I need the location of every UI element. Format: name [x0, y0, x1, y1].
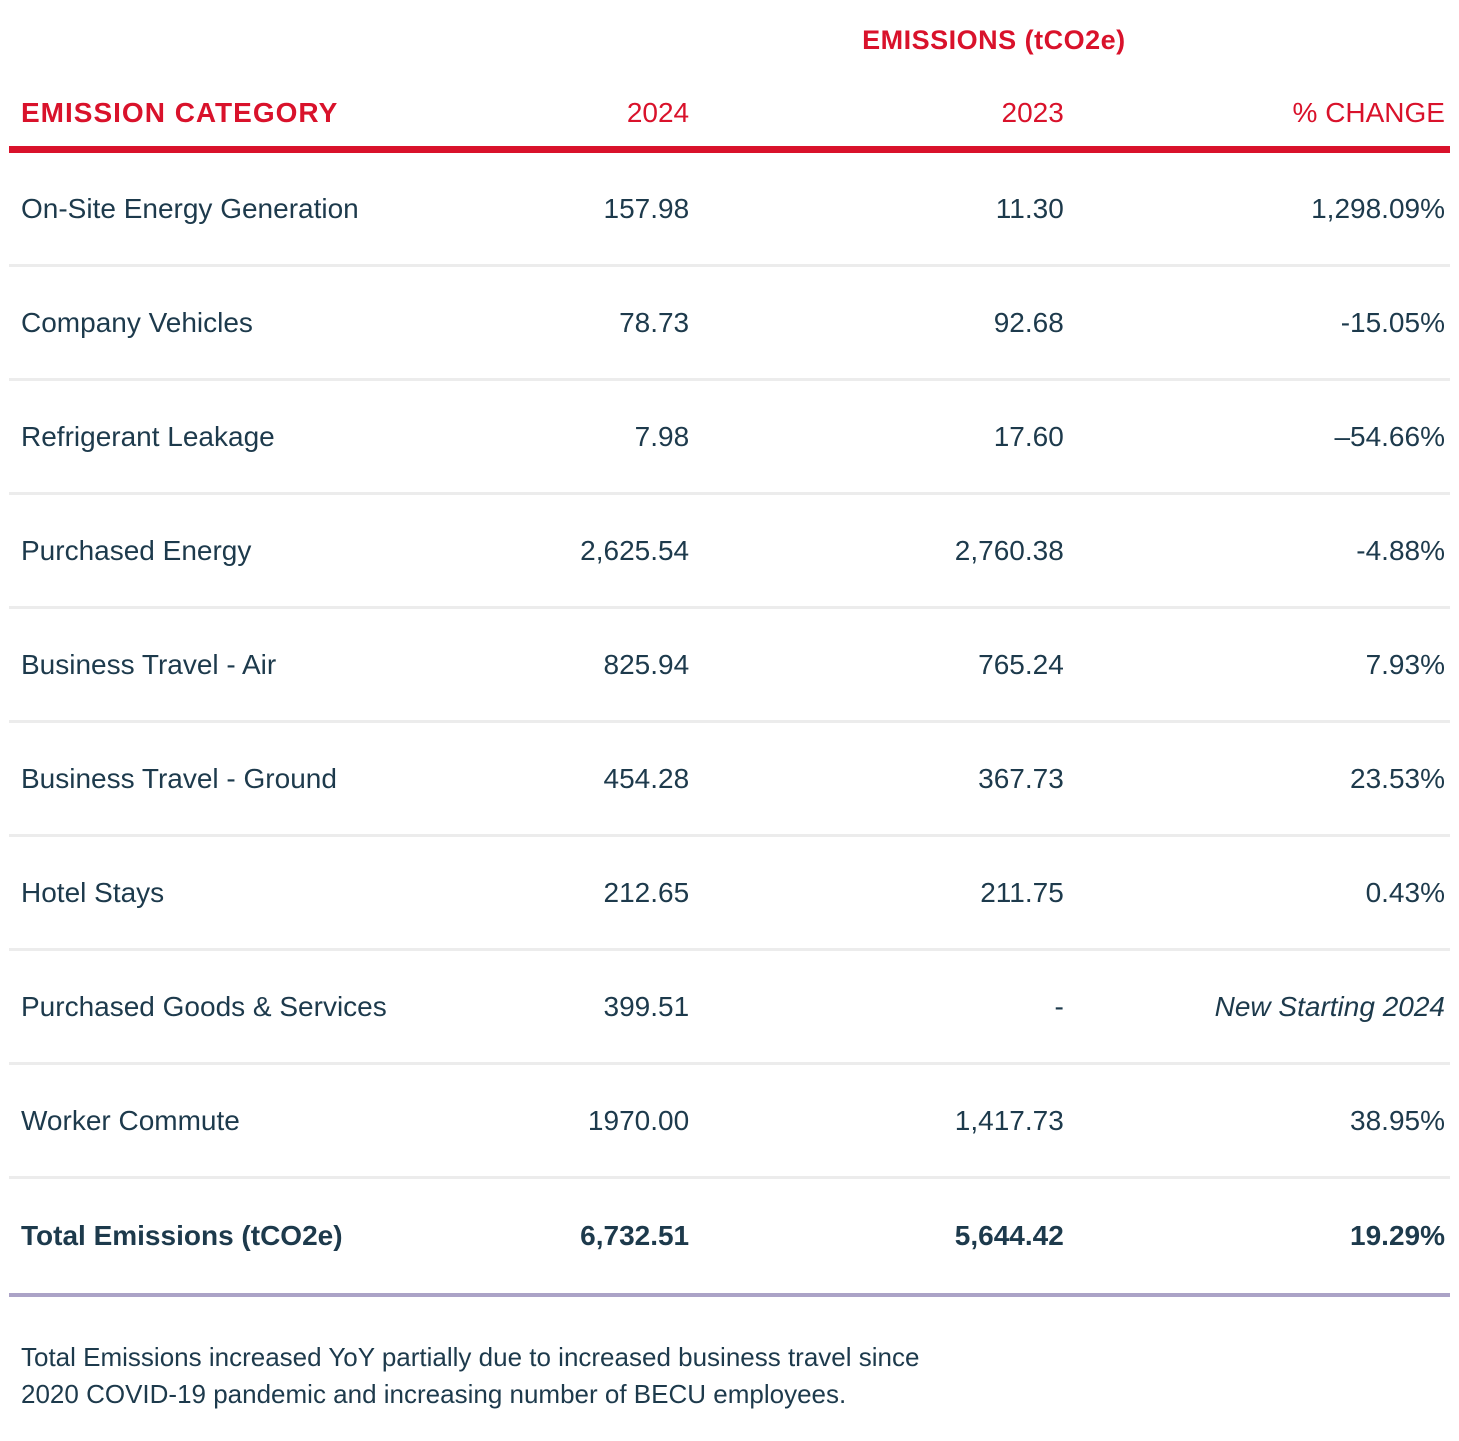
row-2023-value: 765.24 — [978, 648, 1064, 680]
footnote-line-2: 2020 COVID-19 pandemic and increasing number of BECU employees. — [21, 1379, 847, 1409]
row-category: Business Travel - Air — [21, 648, 277, 680]
row-2023-value: 211.75 — [980, 876, 1064, 908]
row-2024-value: 454.28 — [603, 762, 690, 794]
column-header-category: EMISSION CATEGORY — [21, 97, 339, 128]
row-category: On-Site Energy Generation — [21, 192, 359, 224]
row-category: Worker Commute — [21, 1104, 240, 1136]
row-2023-value: - — [1054, 990, 1064, 1022]
column-header-2023: 2023 — [1001, 97, 1064, 128]
row-change-value: -15.05% — [1340, 306, 1445, 338]
footnote-line-1: Total Emissions increased YoY partially due to increased business travel since — [21, 1342, 920, 1372]
row-2024-value: 1970.00 — [587, 1104, 690, 1136]
row-change-value: 0.43% — [1365, 876, 1445, 908]
row-2024-value: 2,625.54 — [580, 534, 690, 566]
table-row — [9, 951, 1450, 1065]
table-row — [9, 267, 1450, 381]
row-category: Purchased Energy — [21, 534, 252, 566]
row-2023-value: 2,760.38 — [954, 534, 1064, 566]
row-change-value: -4.88% — [1356, 534, 1445, 566]
total-2024-value: 6,732.51 — [580, 1220, 690, 1251]
header-divider-rule — [9, 146, 1450, 153]
row-category: Hotel Stays — [21, 876, 165, 908]
table-row — [9, 495, 1450, 609]
total-label: Total Emissions (tCO2e) — [21, 1220, 343, 1251]
row-2024-value: 212.65 — [603, 876, 690, 908]
row-change-value: –54.66% — [1334, 420, 1445, 452]
column-header-2024: 2024 — [626, 97, 690, 128]
row-category: Business Travel - Ground — [21, 762, 337, 794]
table-row — [9, 381, 1450, 495]
row-2023-value: 11.30 — [995, 192, 1064, 224]
table-row — [9, 837, 1450, 951]
row-2023-value: 367.73 — [978, 762, 1064, 794]
total-change-value: 19.29% — [1350, 1220, 1445, 1251]
row-2024-value: 825.94 — [603, 648, 690, 680]
total-2023-value: 5,644.42 — [954, 1220, 1064, 1251]
table-group-header: EMISSIONS (tCO2e) — [862, 25, 1126, 55]
table-row — [9, 609, 1450, 723]
row-change-value: 23.53% — [1350, 762, 1445, 794]
column-header-percent-change: % CHANGE — [1292, 97, 1445, 128]
table-row — [9, 153, 1450, 267]
table-row — [9, 723, 1450, 837]
table-header-row — [9, 99, 1450, 127]
table-row — [9, 1065, 1450, 1179]
row-change-value: 1,298.09% — [1311, 192, 1445, 224]
row-category: Purchased Goods & Services — [21, 990, 387, 1022]
total-divider-rule — [9, 1293, 1450, 1297]
row-2023-value: 17.60 — [993, 420, 1064, 452]
table-footnote — [9, 1339, 1450, 1413]
row-2024-value: 7.98 — [634, 420, 690, 452]
row-category: Company Vehicles — [21, 306, 253, 338]
row-2024-value: 78.73 — [619, 306, 690, 338]
row-change-value: 38.95% — [1350, 1104, 1445, 1136]
row-change-value: 7.93% — [1365, 648, 1445, 680]
row-change-note: New Starting 2024 — [1214, 990, 1445, 1022]
row-2024-value: 399.51 — [603, 990, 690, 1022]
table-total-row — [9, 1179, 1450, 1293]
table-body — [9, 153, 1450, 1293]
row-2023-value: 1,417.73 — [954, 1104, 1064, 1136]
row-category: Refrigerant Leakage — [21, 420, 275, 452]
row-2023-value: 92.68 — [993, 306, 1064, 338]
row-2024-value: 157.98 — [603, 192, 690, 224]
